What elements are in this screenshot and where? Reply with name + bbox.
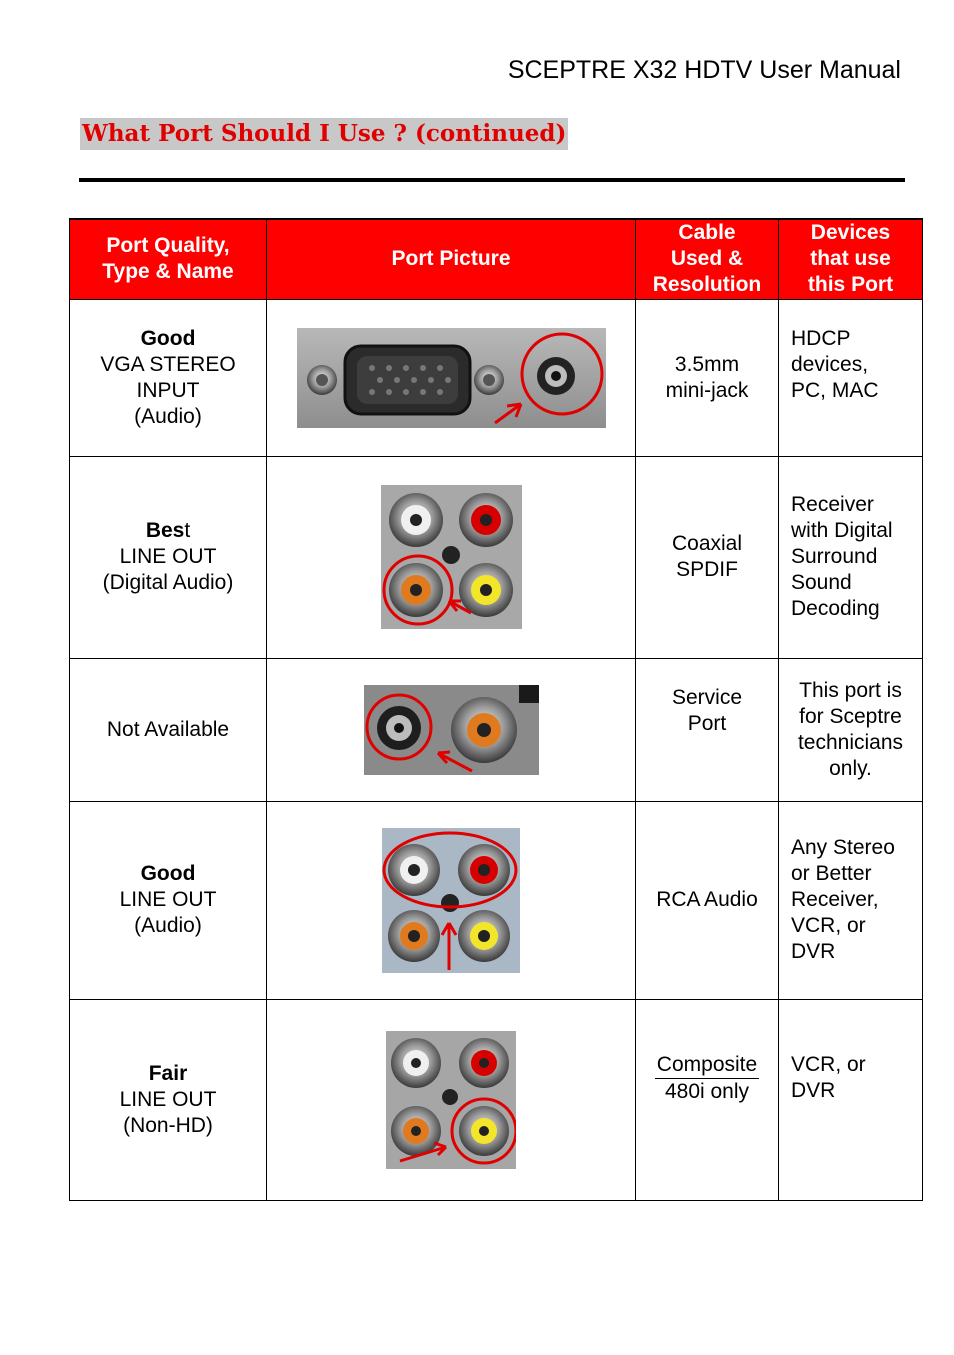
title-divider [79,178,905,182]
table-row [70,299,923,456]
devices-cell: VCR, or DVR [779,999,923,1200]
picture-cell [267,999,636,1200]
cable-cell: Service Port [636,658,779,801]
table-row [70,801,923,999]
cable-cell: Composite 480i only [636,999,779,1200]
picture-cell [267,299,636,456]
picture-cell [267,456,636,658]
header-port-picture: Port Picture [267,219,636,299]
table-row [70,456,923,658]
rca-coaxial-port-photo-icon [381,485,522,629]
table-row [70,658,923,801]
table-row [70,999,923,1200]
quality-cell: Best LINE OUT (Digital Audio) [70,456,267,658]
devices-cell: This port is for Sceptre technicians only. [779,658,923,801]
devices-cell: Any Stereo or Better Receiver, VCR, or DVR [779,801,923,999]
header-cable-used: Cable Used & Resolution [636,219,779,299]
rca-audio-port-photo-icon [382,828,520,973]
vga-stereo-port-photo-icon [297,328,606,428]
devices-cell: Receiver with Digital Surround Sound Decoding [779,456,923,658]
section-title: What Port Should I Use ? (continued) [80,118,568,150]
cable-cell: 3.5mm mini-jack [636,299,779,456]
header-devices: Devices that use this Port [779,219,923,299]
quality-cell: Not Available [70,658,267,801]
port-table [69,218,923,1201]
quality-cell: Good LINE OUT (Audio) [70,801,267,999]
service-port-photo-icon [364,685,539,775]
composite-port-photo-icon [386,1031,516,1169]
quality-cell: Fair LINE OUT (Non-HD) [70,999,267,1200]
table-header-row [70,219,923,299]
cable-cell: Coaxial SPDIF [636,456,779,658]
manual-title: SCEPTRE X32 HDTV User Manual [507,56,901,84]
cable-cell: RCA Audio [636,801,779,999]
devices-cell: HDCP devices, PC, MAC [779,299,923,456]
quality-cell: Good VGA STEREO INPUT (Audio) [70,299,267,456]
header-port-quality: Port Quality, Type & Name [70,219,267,299]
picture-cell [267,801,636,999]
picture-cell [267,658,636,801]
